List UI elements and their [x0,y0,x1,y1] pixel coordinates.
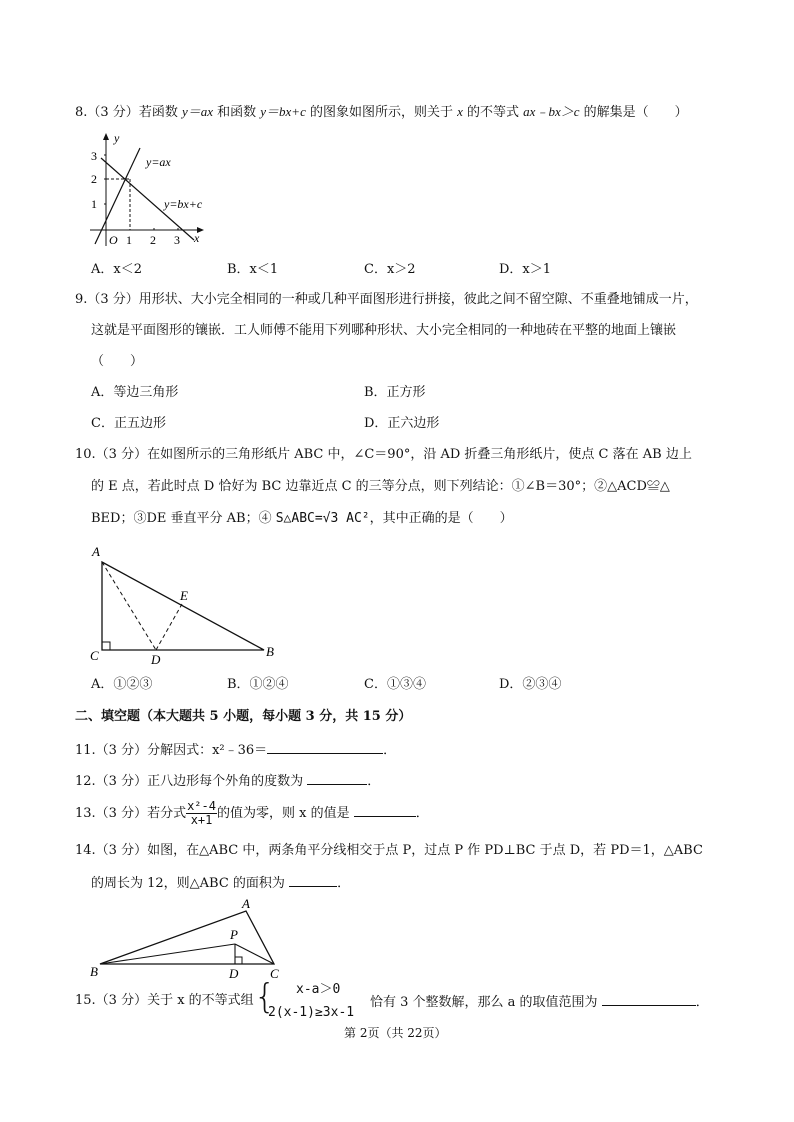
label-a: A [242,896,250,911]
q10-figure [86,542,286,670]
label-a: A [92,544,100,559]
q9-option-c[interactable]: C．正五边形 [91,416,166,431]
label-b: B [266,644,274,659]
label-c: C [90,648,99,663]
q9-line-1: 9.（3 分）用形状、大小完全相同的一种或几种平面图形进行拼接，彼此之间不留空隙、不重叠地铺成一片， [75,292,698,307]
label-d: D [229,966,239,980]
q10-line-1: 10.（3 分）在如图所示的三角形纸片 ABC 中，∠C＝90°，沿 AD 折叠三角形纸片，使点 C 落在 AB 边上 [75,447,692,462]
q10-line-2: 的 E 点，若此时点 D 恰好为 BC 边靠近点 C 的三等分点，则下列结论：①∠B＝30°；②△ACD≌△ [91,479,670,494]
q13: 13.（3 分）若分式 $\frac{\text{x²-4}}{x+1}$ 的值为零，则 x 的值是 ． [75,799,429,827]
tick-y-2: 2 [91,172,97,186]
page-footer: 第 2页（共 22页） [344,1026,447,1040]
q12-answer-blank[interactable] [307,772,367,785]
q11: 11.（3 分）分解因式：x²﹣36＝ ． [75,743,397,758]
q15-answer-blank[interactable] [602,993,696,1006]
label-c: C [270,966,279,980]
right-angle-c [102,642,110,650]
label-b: B [90,964,98,979]
bisector-bp [100,944,235,964]
q8-graph [84,128,214,250]
tick-y-1: 1 [91,197,97,211]
q15-suffix: 恰有 3 个整数解，那么 a 的取值范围为 ． [370,995,709,1010]
tick-x-2: 2 [150,233,156,247]
triangle-abc [100,911,274,964]
tick-x-3: 3 [174,233,180,247]
q8-option-a[interactable]: A．x＜2 [91,262,142,277]
q14-line-2: 的周长为 12，则△ABC 的面积为 ． [91,876,351,891]
y-axis-label: y [114,131,120,145]
right-angle-d [235,957,242,964]
brace-icon: { [254,977,276,1017]
q15-inequality-1: x-a＞0 [296,982,341,997]
triangle-abc [102,562,264,650]
q13-fraction: $\frac{\text{x²-4}}{x+1}$ [187,799,216,827]
q8-option-d[interactable]: D．x＞1 [499,262,552,277]
x-axis-label: x [194,231,200,245]
label-d: D [151,652,161,667]
line2-label: y=bx+c [164,197,203,211]
q10-option-d[interactable]: D．②③④ [499,677,562,692]
q9-line-2: 这就是平面图形的镶嵌．工人师傅不能用下列哪种形状、大小完全相同的一种地砖在平整的地面上镶嵌 [91,323,677,338]
q10-option-a[interactable]: A．①②③ [91,677,153,692]
q10-formula: S△ABC=√3 AC² [275,511,370,526]
q14-line-1: 14.（3 分）如图，在△ABC 中，两条角平分线相交于点 P，过点 P 作 PD⊥BC 于点 D，若 PD＝1，△ABC [75,843,703,858]
q10-option-c[interactable]: C．①③④ [364,677,426,692]
q10-option-b[interactable]: B．①②④ [227,677,289,692]
q8-option-c[interactable]: C．x＞2 [364,262,416,277]
tick-y-3: 3 [91,149,97,163]
line1-label: y=ax [146,155,171,169]
q14-figure [86,894,292,980]
q9-option-b[interactable]: B．正方形 [364,385,426,400]
tick-x-1: 1 [126,233,132,247]
q9-line-3: （ ） [91,354,144,369]
label-e: E [180,588,188,603]
q14-answer-blank[interactable] [289,874,337,887]
origin-label: O [109,233,118,247]
fold-ad [102,562,156,650]
q15-prefix: 15.（3 分）关于 x 的不等式组 [75,993,254,1008]
q13-answer-blank[interactable] [354,804,416,817]
y-axis-arrow [103,133,109,140]
section-2-heading: 二、填空题（本大题共 5 小题，每小题 3 分，共 15 分） [75,709,412,724]
q15-inequality-2: 2(x-1)≥3x-1 [268,1005,355,1020]
q11-answer-blank[interactable] [267,741,383,754]
label-p: P [230,927,238,942]
q8-stem: 8.（3 分）若函数 y＝ax 和函数 y＝bx+c 的图象如图所示，则关于 x 的不等式 ax﹣bx＞c 的解集是（ ） [75,104,688,120]
q9-option-a[interactable]: A．等边三角形 [91,385,179,400]
q8-option-b[interactable]: B．x＜1 [227,262,279,277]
q9-option-d[interactable]: D．正六边形 [364,416,440,431]
q12: 12.（3 分）正八边形每个外角的度数为 ． [75,774,381,789]
segment-de [156,604,182,650]
q10-line-3: BED；③DE 垂直平分 AB；④ S△ABC=√3 AC²，其中正确的是（ ） [91,511,513,526]
